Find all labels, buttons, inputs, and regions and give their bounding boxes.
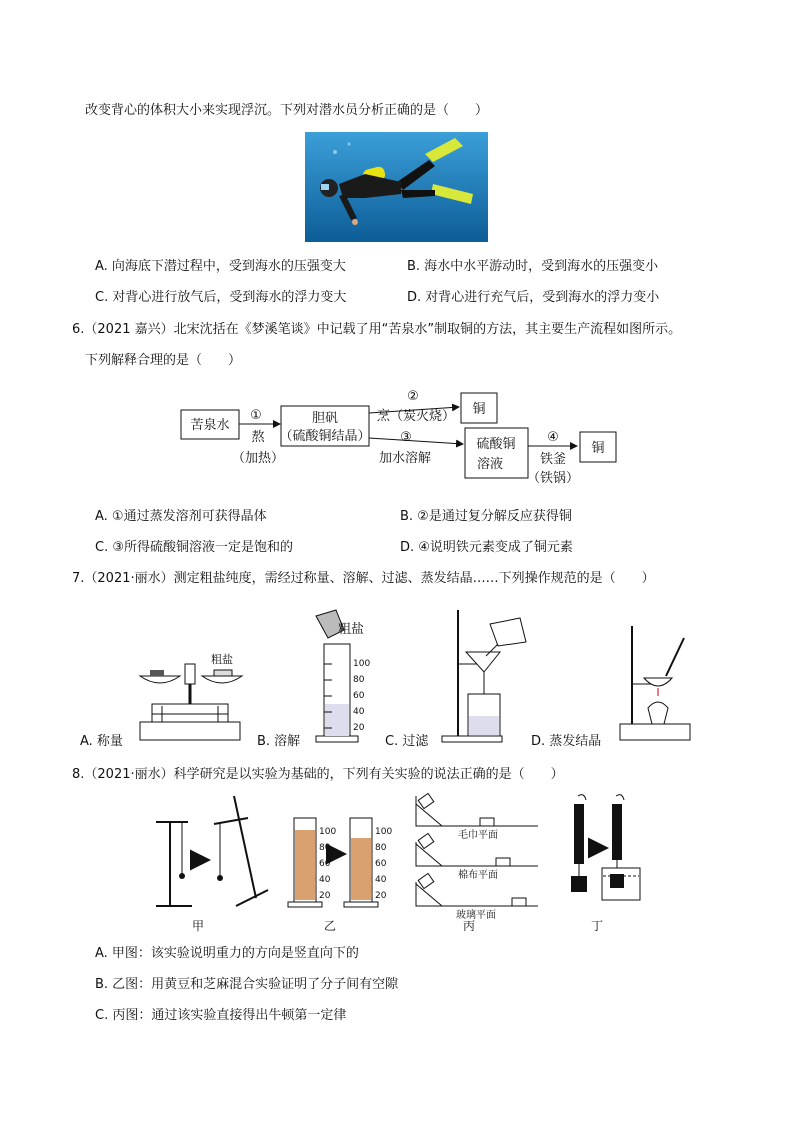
label-jia: 甲 — [192, 919, 205, 933]
q5-option-d[interactable]: D. 对背心进行充气后，受到海水的浮力变小 — [407, 290, 660, 305]
box-solution-line1: 硫酸铜 — [476, 437, 516, 452]
surface-glass-label: 玻璃平面 — [456, 910, 496, 921]
label-yi: 乙 — [324, 919, 337, 933]
box-solution-line2: 溶液 — [476, 457, 504, 472]
q8-option-b[interactable]: B. 乙图：用黄豆和芝麻混合实验证明了分子间有空隙 — [95, 977, 399, 992]
evaporation-apparatus — [620, 626, 690, 740]
yi-left-tick-20: 20 — [319, 891, 331, 901]
question-8-stem: 8.（2021·丽水）科学研究是以实验为基础的，下列有关实验的说法正确的是（ ） — [72, 767, 564, 782]
cylinder-tick-100: 100 — [353, 659, 371, 669]
q5-option-b[interactable]: B. 海水中水平游动时，受到海水的压强变小 — [407, 259, 659, 274]
yi-right-tick-20: 20 — [375, 891, 387, 901]
yi-left-tick-100: 100 — [319, 827, 337, 837]
spring-scale-buoyancy — [571, 795, 640, 900]
yi-right-tick-80: 80 — [375, 843, 387, 853]
q6-option-c[interactable]: C. ③所得硫酸铜溶液一定是饱和的 — [95, 540, 293, 555]
cylinder-tick-60: 60 — [353, 691, 365, 701]
step1-verb: 熬 — [251, 430, 265, 445]
box-danfan-label: 胆矾 — [311, 411, 339, 426]
yi-right-tick-40: 40 — [375, 875, 387, 885]
experiments-figure — [150, 790, 660, 940]
step4-note: （铁锅） — [526, 471, 580, 486]
balance-salt-label: 粗盐 — [211, 653, 233, 666]
step2-number: ② — [407, 389, 419, 404]
box-kuquan-label: 苦泉水 — [190, 418, 230, 433]
balance-apparatus — [140, 664, 242, 740]
cylinder-tick-40: 40 — [353, 707, 365, 717]
label-bing: 丙 — [463, 919, 476, 933]
step4-label: 铁釜 — [539, 452, 567, 467]
surface-cotton-label: 棉布平面 — [458, 870, 498, 881]
question-6-stem-line1: 6.（2021 嘉兴）北宋沈括在《梦溪笔谈》中记载了用“苦泉水”制取铜的方法，其主要生产流程如图所示。 — [72, 322, 682, 337]
box-copper-1-label: 铜 — [472, 402, 486, 417]
yi-left-tick-40: 40 — [319, 875, 331, 885]
step3-label: 加水溶解 — [378, 451, 432, 466]
q7-option-b[interactable]: B. 溶解 — [257, 734, 301, 749]
box-copper-2-label: 铜 — [591, 441, 605, 456]
q8-option-c[interactable]: C. 丙图：通过该实验直接得出牛顿第一定律 — [95, 1008, 347, 1023]
plumb-line-apparatus — [156, 796, 268, 906]
step2-label: 烹（炭火烧） — [376, 409, 456, 424]
salt-purification-figure — [80, 604, 720, 750]
copper-process-flowchart — [178, 386, 623, 491]
inclined-plane-experiments — [416, 793, 538, 906]
question-6-stem-line2: 下列解释合理的是（ ） — [85, 353, 242, 368]
box-danfan-sublabel: （硫酸铜结晶） — [279, 429, 371, 444]
step3-number: ③ — [400, 430, 412, 445]
q7-option-c[interactable]: C. 过滤 — [385, 734, 429, 749]
yi-right-tick-100: 100 — [375, 827, 393, 837]
q5-option-c[interactable]: C. 对背心进行放气后，受到海水的浮力变大 — [95, 290, 347, 305]
step1-number: ① — [250, 408, 262, 423]
q7-option-d[interactable]: D. 蒸发结晶 — [531, 734, 602, 749]
q6-option-a[interactable]: A. ①通过蒸发溶剂可获得晶体 — [95, 509, 267, 524]
q5-option-a[interactable]: A. 向海底下潜过程中，受到海水的压强变大 — [95, 259, 346, 274]
surface-towel-label: 毛巾平面 — [458, 830, 498, 841]
cylinder-tick-80: 80 — [353, 675, 365, 685]
yi-left-tick-80: 80 — [319, 843, 331, 853]
cylinder-salt-label: 粗盐 — [338, 622, 365, 637]
question-5-stem: 改变背心的体积大小来实现浮沉。下列对潜水员分析正确的是（ ） — [85, 103, 489, 118]
yi-left-tick-60: 60 — [319, 859, 331, 869]
cylinder-tick-20: 20 — [353, 723, 365, 733]
q8-option-a[interactable]: A. 甲图：该实验说明重力的方向是竖直向下的 — [95, 946, 359, 961]
label-ding: 丁 — [591, 919, 604, 933]
yi-right-tick-60: 60 — [375, 859, 387, 869]
step4-number: ④ — [547, 430, 559, 445]
question-7-stem: 7.（2021·丽水）测定粗盐纯度，需经过称量、溶解、过滤、蒸发结晶……下列操作规范的是（ ） — [72, 571, 655, 586]
q6-option-d[interactable]: D. ④说明铁元素变成了铜元素 — [400, 540, 573, 555]
q6-option-b[interactable]: B. ②是通过复分解反应获得铜 — [400, 509, 572, 524]
filtration-apparatus — [442, 610, 526, 742]
diver-photo — [305, 132, 488, 242]
step1-note: （加热） — [231, 451, 285, 466]
q7-option-a[interactable]: A. 称量 — [80, 734, 123, 749]
